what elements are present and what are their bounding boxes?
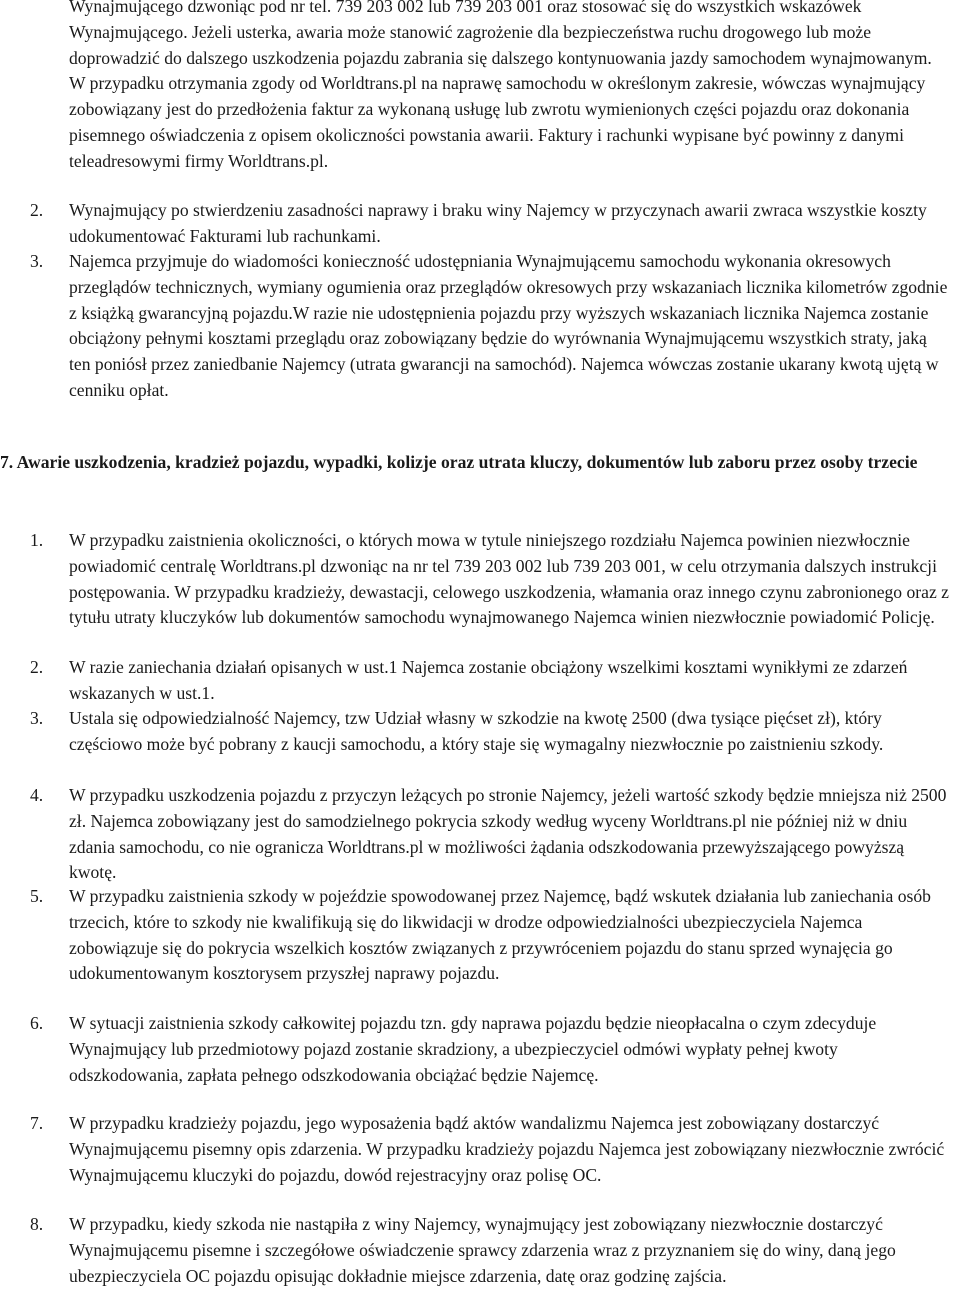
section-heading: 7. Awarie uszkodzenia, kradzież pojazdu, wypadki, kolizje oraz utrata kluczy, dokumentów lub zaboru przez osoby trzecie	[0, 452, 918, 472]
list-text: W przypadku uszkodzenia pojazdu z przyczyn leżących po stronie Najemcy, jeżeli wartość szkody będzie mniejsza niż 2500 zł. Najemca zobowiązany jest do samodzielnego pokrycia szkody według wyceny Worldtrans.pl nie później niż w dniu zdania samochodu, co nie ogranicza Worldtrans.pl w możliwości żądania odszkodowania przewyższającego powyższą kwotę.	[69, 785, 947, 883]
section-list-item-8	[30, 1212, 940, 1289]
section-list-item-6	[30, 1011, 940, 1088]
list-text: W przypadku zaistnienia okoliczności, o których mowa w tytule niniejszego rozdziału Najemca powinien niezwłocznie powiadomić centralę Worldtrans.pl dzwoniąc na nr tel 739 203 002 lub 739 203 001, w celu otrzymania dalszych instrukcji postępowania. W przypadku kradzieży, dewastacji, celowego uszkodzenia, włamania oraz innego czynu zabronionego oraz z tytułu utraty kluczyków lub dokumentów samochodu wynajmowanego Najemca winien niezwłocznie powiadomić Policję.	[69, 530, 949, 628]
list-number: 3.	[30, 708, 44, 728]
section-list-item-2	[30, 655, 940, 707]
section-list-item-4	[30, 783, 947, 886]
section-list-item-7	[30, 1111, 945, 1188]
list-text: W przypadku, kiedy szkoda nie nastąpiła z winy Najemcy, wynajmujący jest zobowiązany niezwłocznie dostarczyć Wynajmującemu pisemne i szczegółowe oświadczenie sprawcy zdarzenia wraz z przyznaniem się do winy, daną jego ubezpieczyciela OC pojazdu opisując dokładnie miejsce zdarzenia, datę oraz godzinę zajścia.	[69, 1214, 896, 1286]
intro-list-item-2	[30, 198, 940, 250]
list-number: 4.	[30, 785, 44, 805]
list-number: 5.	[30, 886, 44, 906]
list-text: Wynajmujący po stwierdzeniu zasadności naprawy i braku winy Najemcy w przyczynach awarii zwraca wszystkie koszty udokumentować Fakturami lub rachunkami.	[69, 200, 927, 246]
list-text: Ustala się odpowiedzialność Najemcy, tzw Udział własny w szkodzie na kwotę 2500 (dwa tysiące pięćset zł), który częściowo może być pobrany z kaucji samochodu, a który staje się wymagalny niezwłocznie po zaistnieniu szkody.	[69, 708, 884, 754]
list-number: 8.	[30, 1214, 44, 1234]
list-text: Najemca przyjmuje do wiadomości konieczność udostępniania Wynajmującemu samochodu wykonania okresowych przeglądów technicznych, wymiany ogumienia oraz przeglądów okresowych przy wskazaniach licznika kilometrów zgodnie z książką gwarancyjną pojazdu.W razie nie udostępnienia pojazdu przy wyższych wskazaniach licznika Najemca zostanie obciążony pełnymi kosztami przeglądu oraz zobowiązany będzie do wyrównania Wynajmującemu wszystkich straty, jaką ten poniósł przez zaniedbanie Najemcy (utrata gwarancji na samochód). Najemca wówczas zostanie ukarany kwotą ujętą w cenniku opłat.	[69, 251, 948, 400]
section-list-item-5	[30, 884, 940, 987]
list-text: W sytuacji zaistnienia szkody całkowitej pojazdu tzn. gdy naprawa pojazdu będzie nieopłacalna o czym zdecyduje Wynajmujący lub przedmiotowy pojazd zostanie skradziony, a ubezpieczyciel odmówi wypłaty pełnej kwoty odszkodowania, zapłata pełnego odszkodowania obciążać będzie Najemcę.	[69, 1013, 877, 1085]
list-number: 7.	[30, 1113, 44, 1133]
list-number: 3.	[30, 251, 44, 271]
intro-paragraph: Wynajmującego dzwoniąc pod nr tel. 739 203 002 lub 739 203 001 oraz stosować się do wszystkich wskazówek Wynajmującego. Jeżeli usterka, awaria może stanowić zagrożenie dla bezpieczeństwa ruchu drogowego lub może doprowadzić do dalszego uszkodzenia pojazdu zabrania się dalszego kontynuowania jazdy samochodem wynajmowanym. W przypadku otrzymania zgody od Worldtrans.pl na naprawę samochodu w określonym zakresie, wówczas wynajmujący zobowiązany jest do przedłożenia faktur za wykonaną usługę lub zwrotu wymienionych części pojazdu oraz dokonania pisemnego oświadczenia z opisem okoliczności powstania awarii. Faktury i rachunki wypisane być powinny z danymi teleadresowymi firmy Worldtrans.pl.	[69, 0, 932, 171]
list-number: 2.	[30, 200, 44, 220]
list-number: 6.	[30, 1013, 44, 1033]
list-number: 1.	[30, 530, 44, 550]
list-text: W razie zaniechania działań opisanych w ust.1 Najemca zostanie obciążony wszelkimi kosztami wynikłymi ze zdarzeń wskazanych w ust.1.	[69, 657, 908, 703]
list-text: W przypadku kradzieży pojazdu, jego wyposażenia bądź aktów wandalizmu Najemca jest zobowiązany dostarczyć Wynajmującemu pisemny opis zdarzenia. W przypadku kradzieży pojazdu Najemca jest zobowiązany niezwłocznie zwrócić Wynajmującemu kluczyki do pojazdu, dowód rejestracyjny oraz polisę OC.	[69, 1113, 945, 1185]
intro-list-item-3	[30, 249, 948, 404]
list-number: 2.	[30, 657, 44, 677]
section-list-item-3	[30, 706, 940, 758]
section-list-item-1	[30, 528, 949, 631]
list-text: W przypadku zaistnienia szkody w pojeździe spowodowanej przez Najemcę, bądź wskutek działania lub zaniechania osób trzecich, które to szkody nie kwalifikują się do likwidacji w drodze odpowiedzialności ubezpieczyciela Najemca zobowiązuje się do pokrycia wszelkich kosztów związanych z przywróceniem pojazdu do stanu sprzed wynajęcia go udokumentowanym kosztorysem przyszłej naprawy pojazdu.	[69, 886, 931, 984]
